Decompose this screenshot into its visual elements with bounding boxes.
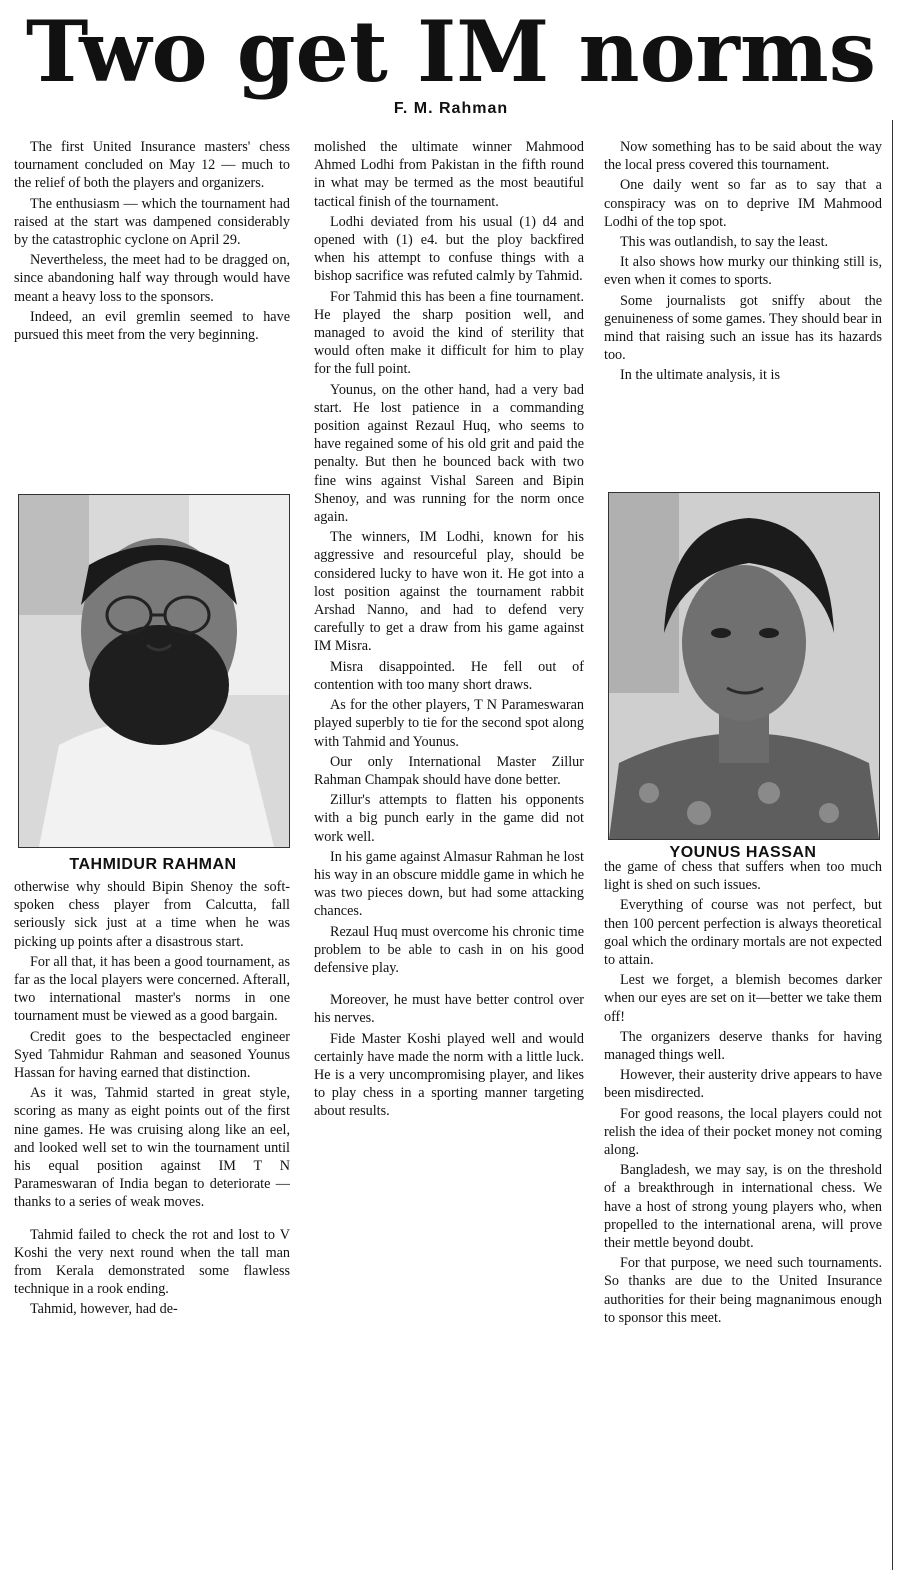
paragraph: the game of chess that suffers when too much light is shed on such issues.	[604, 859, 882, 894]
paragraph: Credit goes to the bespectacled engineer Syed Tahmidur Rahman and seasoned Younus Hassan for having earned that distinction.	[14, 1028, 290, 1082]
paragraph: The first United Insurance masters' chess tournament concluded on May 12 — much to the relief of both the players and organizers.	[14, 139, 290, 192]
paragraph: The organizers deserve thanks for having managed things well.	[604, 1028, 882, 1064]
paragraph: Now something has to be said about the way the local press covered this tournament.	[604, 139, 882, 174]
paragraph: Bangladesh, we may say, is on the threshold of a breakthrough in international chess. We have a host of strong young players who, when propelled to the international arena, will prove their mettle beyond doubt.	[604, 1162, 882, 1252]
column-rule	[892, 120, 893, 1570]
portrait-image	[19, 495, 289, 847]
column-3-bottom	[604, 858, 882, 1329]
column-2	[314, 138, 584, 1123]
photo-tahmidur-rahman	[18, 494, 290, 848]
column-1-top	[14, 138, 290, 344]
column-3-top	[604, 138, 882, 385]
paragraph: Tahmid, however, had de-	[30, 1301, 178, 1318]
paragraph: One daily went so far as to say that a conspiracy was on to deprive IM Mahmood Lodhi of the top spot.	[604, 177, 882, 230]
paragraph: As for the other players, T N Parameswaran played superbly to tie for the second spot along with Tahmid and Younus.	[314, 697, 584, 750]
paragraph: Rezaul Huq must overcome his chronic time problem to be able to cash in on his good defensive play.	[314, 923, 584, 976]
paragraph: The enthusiasm — which the tournament had raised at the start was dampened considerably by the catastrophic cyclone on April 29.	[14, 195, 290, 249]
paragraph: Zillur's attempts to flatten his opponents with a big punch early in the game did not work well.	[314, 792, 584, 845]
paragraph: For all that, it has been a good tournament, as far as the local players were concerned. Afterall, two international master's norms in one tournament must be viewed as a good bargain.	[14, 953, 290, 1025]
headline: Two get IM norms	[25, 2, 877, 101]
paragraph: The winners, IM Lodhi, known for his aggressive and resourceful play, should be considered lucky to have won it. He got into a lost position against the tournament rabbit Arshad Nanno, and had to defend very carefully to get a draw from his game against IM Misra.	[314, 529, 584, 655]
paragraph: However, their austerity drive appears to have been misdirected.	[604, 1067, 882, 1102]
paragraph: In his game against Almasur Rahman he lost his way in an obscure middle game in which he was two pieces down, but had some attacking chances.	[314, 848, 584, 920]
paragraph: Nevertheless, the meet had to be dragged on, since abandoning half way through would have meant a heavy loss to the sponsors.	[14, 252, 290, 305]
paragraph: Moreover, he must have better control over his nerves.	[314, 992, 584, 1027]
paragraph: Younus, on the other hand, had a very bad start. He lost patience in a commanding position against Rezaul Huq, who seems to have regained some of his old grit and paid the penalty. But then he bounced back with two fine wins against Vishal Sareen and Bipin Shenoy, and was running for the norm once again.	[314, 381, 584, 526]
paragraph: Everything of course was not perfect, but then 100 percent perfection is always theoretical goal which the ordinary mortals are not expected to attain.	[604, 897, 882, 969]
column-1	[14, 138, 290, 1318]
photo-younus-hassan	[608, 492, 880, 840]
paragraph: Lest we forget, a blemish becomes darker when our eyes are set on it—better we take them off!	[604, 972, 882, 1025]
paragraph: Some journalists got sniffy about the genuineness of some games. They should bear in mind that raising such an issue has its hazards too.	[604, 292, 882, 364]
paragraph: For that purpose, we need such tournaments. So thanks are due to the United Insurance authorities for their being magnanimous enough to sponsor this meet.	[604, 1255, 882, 1326]
photo-caption-2: YOUNUS HASSAN	[669, 844, 817, 861]
paragraph: For Tahmid this has been a fine tournament. He played the sharp position well, and managed to avoid the kind of sterility that would often make it difficult for him to play for the full point.	[314, 288, 584, 378]
paragraph: Misra disappointed. He fell out of contention with too many short draws.	[314, 658, 584, 693]
paragraph: This was outlandish, to say the least.	[620, 234, 829, 251]
paragraph: As it was, Tahmid started in great style, scoring as many as eight points out of the first nine games. He was cruising along like an eel, and looked well set to win the tournament until his equal position against IM T N Parameswaran of India began to deteriorate — thanks to a series of weak moves.	[14, 1085, 290, 1211]
photo-caption-1: TAHMIDUR RAHMAN	[69, 856, 237, 873]
paragraph: Lodhi deviated from his usual (1) d4 and opened with (1) e4. but the ploy backfired when his attempt to confuse things with a bishop sacrifice was refuted calmly by Tahmid.	[314, 213, 584, 285]
paragraph: Our only International Master Zillur Rahman Champak should have done better.	[314, 753, 584, 788]
paragraph: Fide Master Koshi played well and would certainly have made the norm with a little luck. He is a very uncompromising player, and likes to play chess in a sporting manner targeting about results.	[314, 1030, 584, 1120]
paragraph: In the ultimate analysis, it is	[620, 367, 780, 384]
portrait-image	[609, 493, 879, 839]
paragraph: For good reasons, the local players could not relish the idea of their pocket money not coming along.	[604, 1105, 882, 1159]
column-1-bottom	[14, 878, 290, 1321]
paragraph: molished the ultimate winner Mahmood Ahmed Lodhi from Pakistan in the fifth round in what may be termed as the most beautiful tactical finish of the tournament.	[314, 139, 584, 210]
paragraph: It also shows how murky our thinking still is, even when it comes to sports.	[604, 254, 882, 289]
paragraph: Tahmid failed to check the rot and lost to V Koshi the very next round when the tall man from Kerala demonstrated some flawless technique in a rook ending.	[14, 1226, 290, 1298]
paragraph: Indeed, an evil gremlin seemed to have pursued this meet from the very beginning.	[14, 308, 290, 344]
byline: F. M. Rahman	[393, 100, 509, 117]
paragraph: otherwise why should Bipin Shenoy the soft-spoken chess player from Calcutta, fall seriously sick just at a time when he was picking up points after a disastrous start.	[14, 879, 290, 950]
